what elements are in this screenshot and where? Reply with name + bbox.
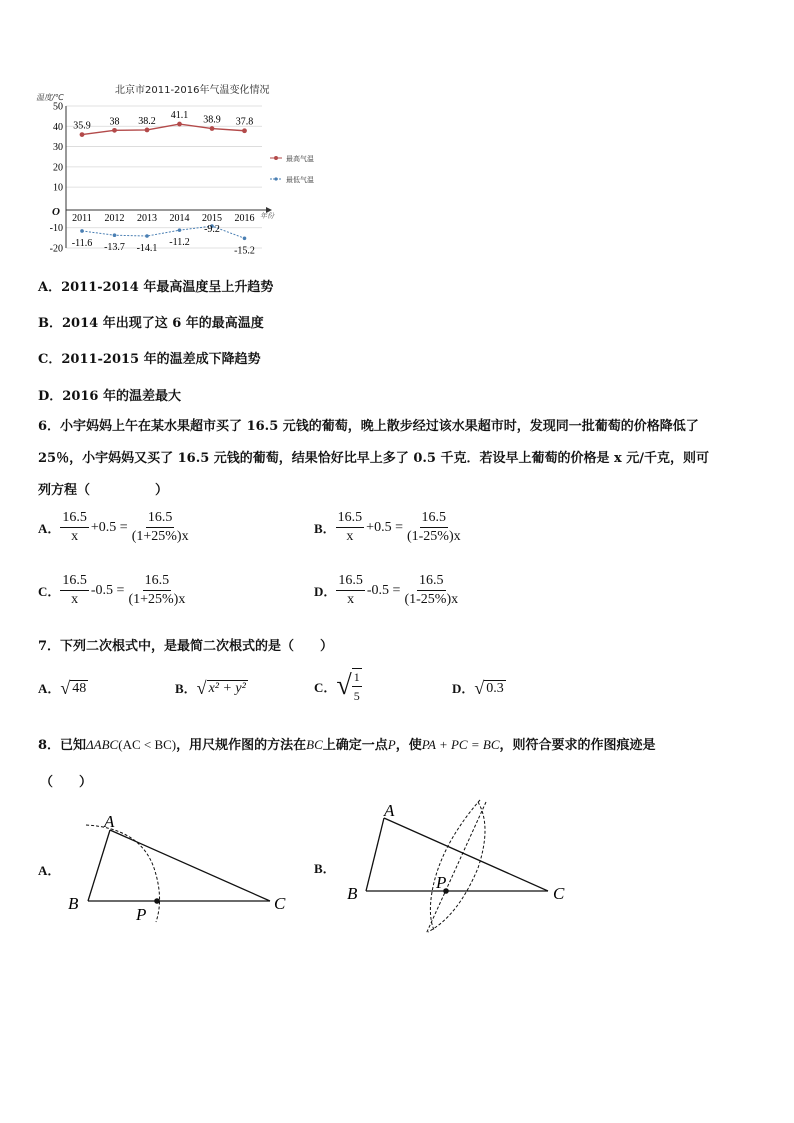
x-axis-unit: 年份 <box>260 212 274 220</box>
chart-legend <box>270 154 314 184</box>
q5-option-b: B．2014 年出现了这 6 年的最高温度 <box>38 316 264 331</box>
x-tick-label: 2013 <box>137 213 157 224</box>
q8-option-a-label: A． <box>38 863 61 878</box>
data-label: 37.8 <box>235 116 254 128</box>
q8-figure-b <box>340 796 580 938</box>
option-label: A． <box>38 521 61 536</box>
origin-label: O <box>52 206 60 218</box>
y-tick-label: 30 <box>53 142 63 154</box>
data-point <box>145 234 149 238</box>
data-label: -13.7 <box>104 242 125 254</box>
data-point <box>210 126 215 131</box>
q8-figure-a <box>60 808 300 928</box>
y-tick-label: 40 <box>53 121 63 133</box>
data-point <box>113 233 117 237</box>
x-tick-label: 2014 <box>169 213 190 224</box>
y-tick-label: 50 <box>53 101 63 113</box>
q5-option-a: A．2011-2014 年最高温度呈上升趋势 <box>38 280 274 295</box>
q6-option-c <box>38 573 187 608</box>
y-tick-label: 10 <box>53 182 63 194</box>
q6-option-d <box>314 573 460 608</box>
data-label: 35.9 <box>73 120 91 132</box>
data-label: -15.2 <box>234 245 255 256</box>
svg-text:C: C <box>274 894 286 913</box>
q5-option-d: D．2016 年的温差最大 <box>38 389 181 404</box>
q8-paren: （ ） <box>40 775 93 790</box>
temperature-chart <box>30 78 350 256</box>
legend-high: 最高气温 <box>286 155 314 163</box>
q7-option-d: D． √ 0.3 <box>452 678 504 698</box>
q8-option-b-label: B． <box>314 861 336 876</box>
svg-text:A: A <box>384 801 395 820</box>
q8-stem: 8．已知 ΔABC (AC < BC) ，用尺规作图的方法在 BC 上确定一点 P ，使 PA + PC = BC ，则符合要求的作图痕迹是 <box>38 737 656 753</box>
data-point <box>243 236 247 240</box>
q6-stem-line1: 6．小宇妈妈上午在某水果超市买了 16.5 元钱的葡萄，晚上散步经过该水果超市时，发现同一批葡萄的价格降低了 <box>38 419 699 434</box>
q7-option-c: C． √ $\frac{1}{5}$ <box>314 670 360 703</box>
data-label: -11.2 <box>169 237 190 249</box>
equation: $\frac{16.5}{x}$ +0.5 = $\frac{16.5}{(1+25\%)x}$ <box>62 510 189 544</box>
y-tick-label: -20 <box>49 243 63 255</box>
svg-text:B: B <box>68 894 79 913</box>
q7-option-a: A． √ 48 <box>38 678 87 698</box>
data-point <box>145 128 150 133</box>
q6-stem-line3: 列方程（ ） <box>38 483 169 498</box>
q7-stem: 7．下列二次根式中，是最简二次根式的是（ ） <box>38 639 334 654</box>
data-label: 38.9 <box>203 114 221 126</box>
data-point <box>80 229 84 233</box>
y-tick-label: -10 <box>49 223 63 235</box>
svg-text:A: A <box>104 812 115 831</box>
chart-series <box>72 110 255 256</box>
q6-option-b <box>314 510 463 545</box>
data-point <box>177 122 182 127</box>
option-label: B． <box>314 521 336 536</box>
legend-low: 最低气温 <box>286 176 314 184</box>
data-label: -11.6 <box>71 237 93 249</box>
equation: $\frac{16.5}{x}$ -0.5 = $\frac{16.5}{(1+25\%)x}$ <box>62 573 186 607</box>
equation: $\frac{16.5}{x}$ +0.5 = $\frac{16.5}{(1-25\%)x}$ <box>337 510 461 544</box>
svg-text:B: B <box>347 884 358 903</box>
data-point <box>178 228 182 232</box>
data-point <box>112 128 117 133</box>
option-label: D． <box>314 584 337 599</box>
data-label: 41.1 <box>170 110 189 122</box>
y-axis-unit: 温度/℃ <box>36 93 64 102</box>
q7-option-b: B． √ x² + y² <box>175 678 246 698</box>
q6-option-a <box>38 510 191 545</box>
svg-text:C: C <box>553 884 565 903</box>
y-axis-ticks <box>50 102 63 255</box>
q6-stem-line2: 25％，小宇妈妈又买了 16.5 元钱的葡萄，结果恰好比早上多了 0.5 千克．若设早上葡萄的价格是 x 元/千克，则可 <box>38 451 710 466</box>
x-tick-label: 2011 <box>72 213 92 224</box>
x-axis-ticks <box>72 213 254 224</box>
svg-text:P: P <box>436 873 447 892</box>
series-line-high <box>82 124 245 135</box>
option-label: C． <box>38 584 61 599</box>
x-tick-label: 2016 <box>234 213 255 224</box>
data-label: -9.2 <box>204 224 220 236</box>
x-tick-label: 2012 <box>104 213 125 224</box>
q5-option-c: C．2011-2015 年的温差成下降趋势 <box>38 352 261 367</box>
equation: $\frac{16.5}{x}$ -0.5 = $\frac{16.5}{(1-25\%)x}$ <box>338 573 459 607</box>
data-label: -14.1 <box>136 243 158 255</box>
svg-text:P: P <box>136 905 147 924</box>
data-label: 38 <box>109 116 120 128</box>
data-label: 38.2 <box>138 115 156 127</box>
chart-title: 北京市2011-2016年气温变化情况 <box>115 85 270 96</box>
data-point <box>242 128 247 133</box>
x-tick-label: 2015 <box>202 213 222 224</box>
data-point <box>80 132 85 137</box>
y-tick-label: 20 <box>53 162 63 174</box>
